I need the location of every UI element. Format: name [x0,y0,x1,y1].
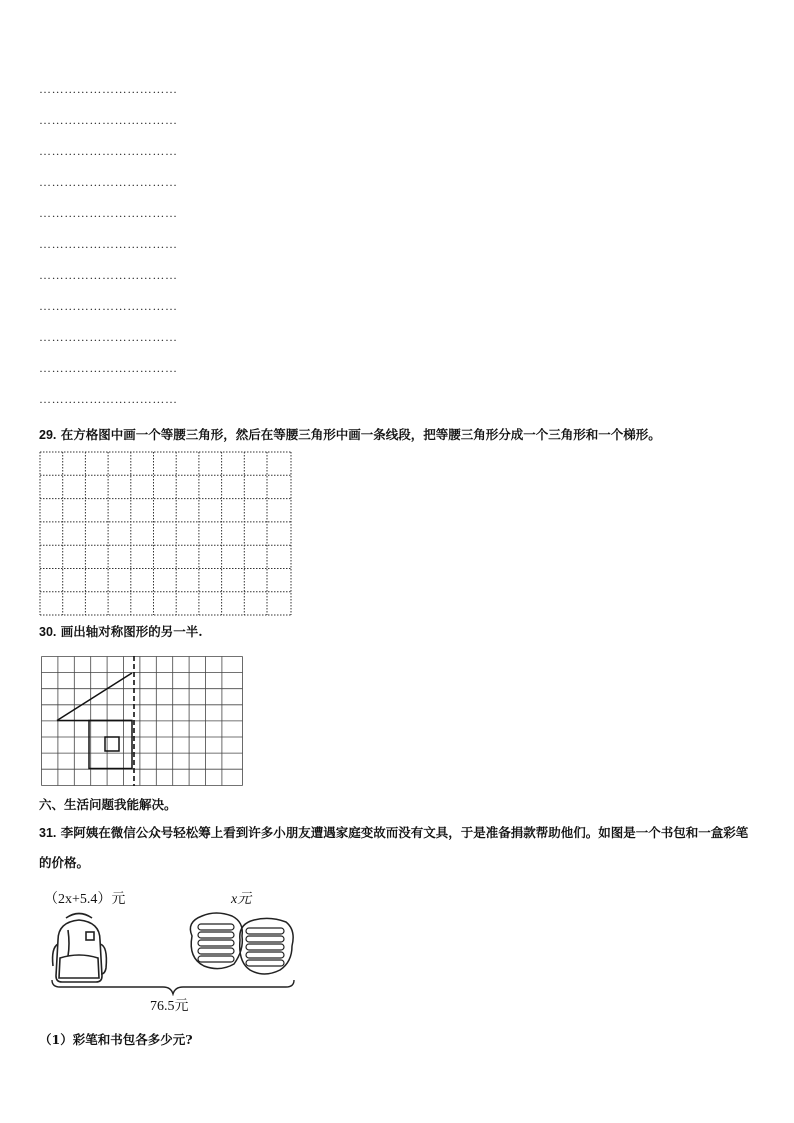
answer-line: …………………………… [39,207,178,219]
total-brace [50,978,296,996]
answer-line: …………………………… [39,238,178,250]
dotted-square-grid [39,451,293,616]
section-title: 六、生活问题我能解决。 [39,797,177,812]
answer-line: …………………………… [39,114,178,126]
answer-line: …………………………… [39,145,178,157]
question-number: 29. [39,428,57,442]
color-pens-box-icon [184,906,296,982]
question-text: 在方格图中画一个等腰三角形，然后在等腰三角形中画一条线段，把等腰三角形分成一个三角形和一个梯形。 [60,427,661,442]
backpack-icon [48,910,110,986]
pens-price-label: x元 [231,892,252,907]
question-number: 31. [39,826,57,840]
answer-line: …………………………… [39,393,178,405]
answer-line: …………………………… [39,331,178,343]
answer-line: …………………………… [39,176,178,188]
answer-line: …………………………… [39,300,178,312]
question-number: 30. [39,625,57,639]
question-text: 画出轴对称图形的另一半. [60,624,203,639]
symmetry-grid [40,655,245,787]
question-30 [39,623,203,641]
answer-line: …………………………… [39,269,178,281]
sub-question-1: （1）彩笔和书包各多少元? [39,1032,193,1047]
question-29 [39,426,661,444]
question-31 [39,818,759,878]
answer-line: …………………………… [39,362,178,374]
half-figure [57,673,132,769]
total-price-label: 76.5元 [150,999,189,1014]
bag-price-label: （2x+5.4）元 [44,892,126,907]
question-text: 李阿姨在微信公众号轻松筹上看到许多小朋友遭遇家庭变故而没有文具，于是准备捐款帮助他们。如图是一个书包和一盒彩笔的价格。 [39,825,749,870]
answer-line: …………………………… [39,83,178,95]
